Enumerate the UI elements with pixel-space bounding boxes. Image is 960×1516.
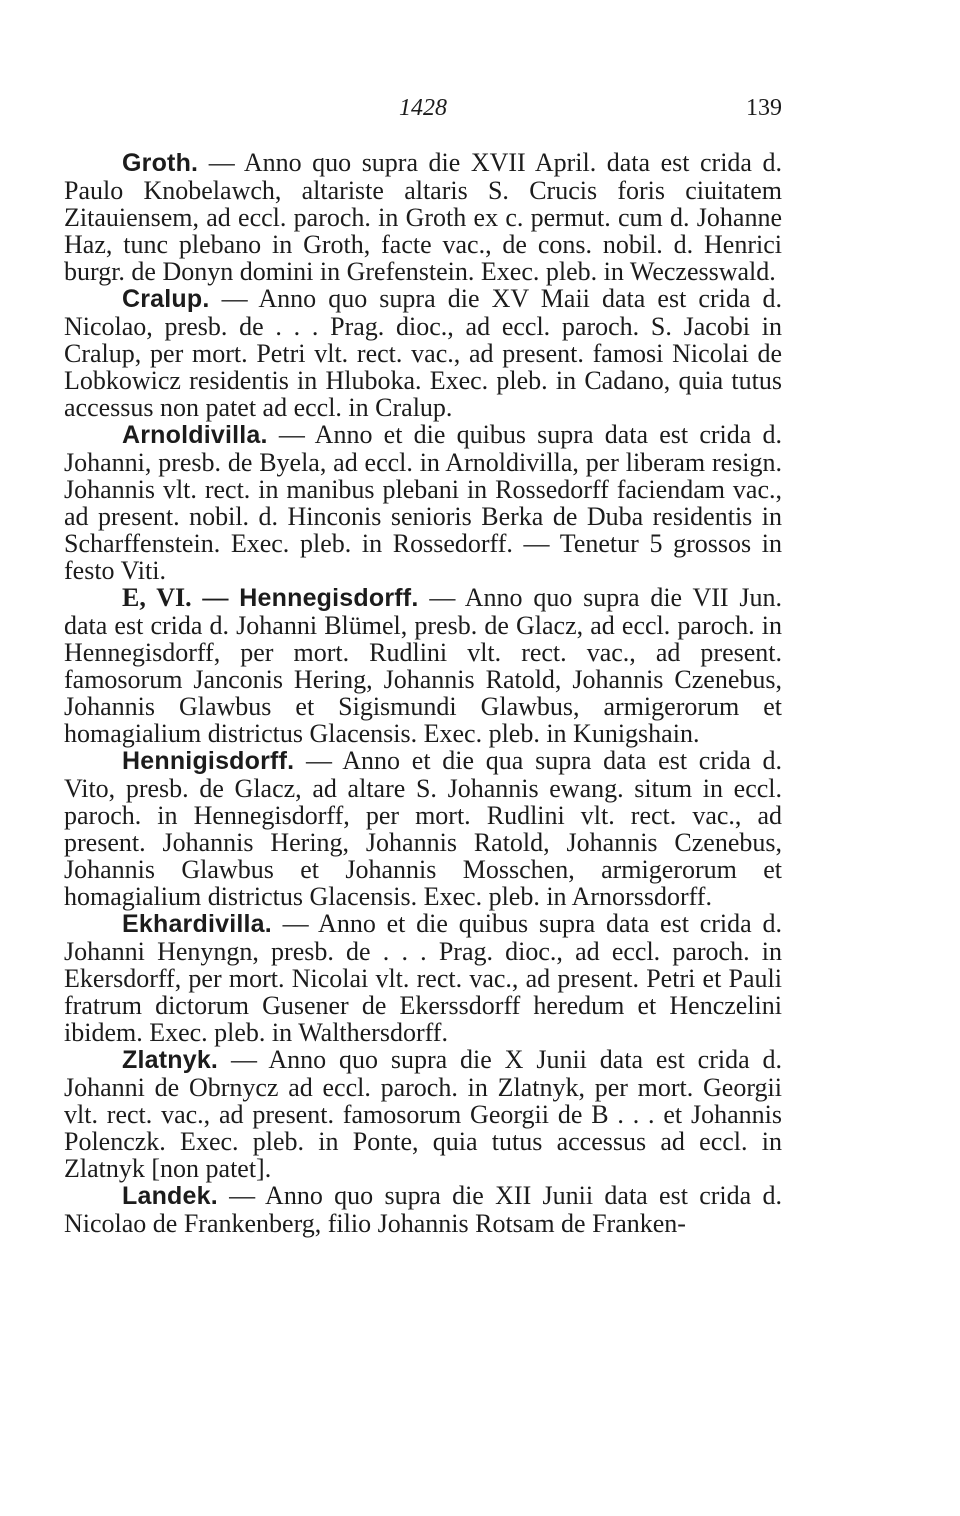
entry-text: — Anno et die quibus supra data est crida d. Johanni Henyngn, presb. de . . . Prag. dioc., ad eccl. paroch. in Ekersdorff, per mort. Nicolai vlt. rect. vac., ad present. Petri et Pauli fratrum dictorum Gusener de Ekerssdorff heredum et Henczelini ibidem. Exec. pleb. in Walthersdorff. bbox=[64, 909, 782, 1047]
entry-groth bbox=[64, 149, 782, 285]
entry-hennigisdorff bbox=[64, 747, 782, 910]
entry-text: — Anno quo supra die X Junii data est crida d. Johanni de Obrnycz ad eccl. paroch. in Zlatnyk, per mort. Georgii vlt. rect. vac., ad present. famosorum Georgii de B . . . et Johannis Polenczk. Exec. pleb. in Ponte, quia tutus accessus ad eccl. in Zlatnyk [non patet]. bbox=[64, 1045, 782, 1183]
entry-place: Cralup. bbox=[122, 285, 210, 313]
page-number: 139 bbox=[746, 95, 782, 121]
entry-text: — Anno et die quibus supra data est crida d. Johanni, presb. de Byela, ad eccl. in Arnoldivilla, per liberam resign. Johannis vlt. rect. in manibus plebani in Rossedorff faciendam vac., ad present. nobil. d. Hinconis senioris Berka de Duba residentis in Scharffenstein. Exec. pleb. in Rossedorff. — Tenetur 5 grossos in festo Viti. bbox=[64, 420, 782, 585]
entry-text: — Anno quo supra die XII Junii data est crida d. Nicolao de Frankenberg, filio Johannis Rotsam de Franken- bbox=[64, 1181, 782, 1238]
entry-place: Zlatnyk. bbox=[122, 1046, 219, 1074]
entry-text: — Anno quo supra die VII Jun. data est crida d. Johanni Blümel, presb. de Glacz, ad eccl. paroch. in Hennegisdorff, per mort. Rudlini vlt. rect. vac., ad present. famosorum Janconis Hering, Johannis Ratold, Johannis Czenebus, Johannis Glawbus et Sigismundi Glawbus, armigerorum et homagialium districtus Glacensis. Exec. pleb. in Kunigshain. bbox=[64, 583, 782, 748]
page-header bbox=[64, 95, 782, 125]
entry-text: — Anno et die qua supra data est crida d. Vito, presb. de Glacz, ad altare S. Johannis ewang. situm in eccl. paroch. in Hennegisdorff, per mort. Rudlini vlt. rect. vac., ad present. Johannis Hering, Johannis Ratold, Johannis Czenebus, Johannis Glawbus et Johannis Mosschen, armigerorum et homagialium districtus Glacensis. Exec. pleb. in Arnorssdorff. bbox=[64, 746, 782, 911]
entry-prefix: E, VI. — bbox=[122, 583, 240, 612]
entry-text: — Anno quo supra die XV Maii data est crida d. Nicolao, presb. de . . . Prag. dioc., ad eccl. paroch. S. Jacobi in Cralup, per mort. Petri vlt. rect. vac., ad present. famosi Nicolai de Lobkowicz residentis in Hluboka. Exec. pleb. in Cadano, quia tutus accessus non patet ad eccl. in Cralup. bbox=[64, 284, 782, 422]
entry-place: Hennegisdorff. bbox=[239, 584, 419, 612]
entry-text: — Anno quo supra die XVII April. data est crida d. Paulo Knobelawch, altariste altaris S. Crucis foris ciuitatem Zitauiensem, ad eccl. paroch. in Groth ex c. permut. cum d. Johanne Haz, tunc plebano in Groth, facte vac., de cons. nobil. d. Henrici burgr. de Donyn domini in Grefenstein. Exec. pleb. in Weczesswald. bbox=[64, 148, 782, 286]
entry-place: Ekhardivilla. bbox=[122, 910, 272, 938]
entry-place: Arnoldivilla. bbox=[122, 421, 268, 449]
entry-place: Groth. bbox=[122, 149, 199, 177]
entry-cralup bbox=[64, 285, 782, 421]
entry-hennegisdorff bbox=[64, 584, 782, 747]
entry-place: Hennigisdorff. bbox=[122, 747, 295, 775]
entry-place: Landek. bbox=[122, 1182, 218, 1210]
entry-zlatnyk bbox=[64, 1046, 782, 1182]
entry-ekhardivilla bbox=[64, 910, 782, 1046]
document-body bbox=[64, 149, 782, 1237]
entry-landek bbox=[64, 1182, 782, 1237]
header-year: 1428 bbox=[399, 95, 447, 121]
entry-arnoldivilla bbox=[64, 421, 782, 584]
